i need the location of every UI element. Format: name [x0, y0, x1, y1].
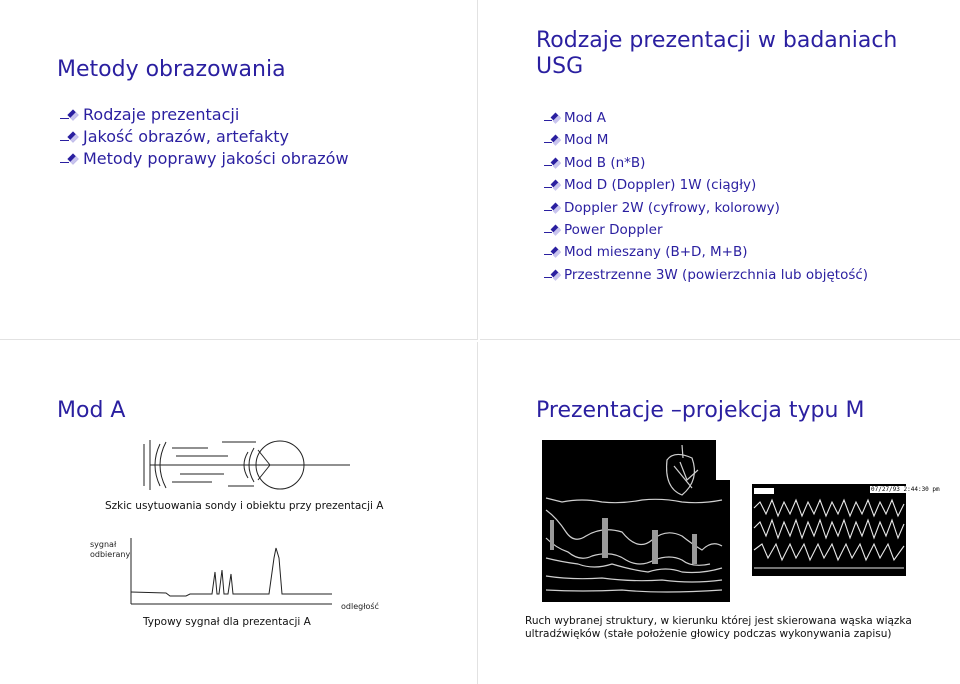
m-mode-caption: Ruch wybranej struktury, w kierunku której jest skierowana wąska wiązka ultradźwięków (stałe położenie głowicy podczas wykonywania zapisu) — [525, 615, 912, 640]
list-item: Jakość obrazów, artefakty — [57, 126, 349, 148]
bullet-icon — [67, 131, 78, 142]
list-item: Doppler 2W (cyfrowy, kolorowy) — [544, 197, 868, 219]
list-item: Przestrzenne 3W (powierzchnia lub objętość) — [544, 264, 868, 286]
list-item: Mod D (Doppler) 1W (ciągły) — [544, 174, 868, 196]
x-axis-label: odległość — [341, 602, 379, 611]
bullet-icon — [67, 153, 78, 164]
slide-title: Rodzaje prezentacji w badaniach USG — [536, 28, 898, 79]
bullet-icon — [60, 140, 69, 141]
slide-metody-obrazowania — [0, 0, 478, 340]
bullet-icon — [551, 247, 561, 257]
bullet-icon — [551, 113, 561, 123]
bullet-icon — [67, 109, 78, 120]
monitor-readout: 07/27/93 2:44:30 pm — [871, 486, 940, 493]
slide-mod-a — [0, 342, 478, 684]
list-item: Rodzaje prezentacji — [57, 104, 349, 126]
slide-projekcja-m — [480, 342, 960, 684]
slide-title: Metody obrazowania — [57, 57, 286, 82]
list-item: Mod mieszany (B+D, M+B) — [544, 241, 868, 263]
list-item: Metody poprawy jakości obrazów — [57, 148, 349, 170]
list-item: Mod A — [544, 107, 868, 129]
bullet-icon — [551, 180, 561, 190]
sketch-caption: Szkic usytuowania sondy i obiektu przy prezentacji A — [105, 500, 384, 512]
signal-caption: Typowy sygnał dla prezentacji A — [143, 616, 311, 628]
list-item: Mod B (n*B) — [544, 152, 868, 174]
y-axis-label: sygnał odbierany — [90, 540, 131, 559]
probe-object-sketch — [136, 434, 354, 496]
m-mode-monitor-image — [752, 484, 906, 576]
bullet-icon — [551, 269, 561, 279]
bullet-icon — [60, 162, 69, 163]
bullet-icon — [551, 225, 561, 235]
bullet-icon — [551, 135, 561, 145]
bullet-icon — [551, 157, 561, 167]
slide-title: Mod A — [57, 398, 126, 423]
slide-title: Prezentacje –projekcja typu M — [536, 398, 865, 423]
a-mode-signal-plot — [126, 536, 336, 608]
bullet-list — [544, 107, 868, 286]
list-item: Power Doppler — [544, 219, 868, 241]
bullet-icon — [60, 118, 69, 119]
m-mode-echo-image — [542, 440, 730, 602]
bullet-icon — [551, 202, 561, 212]
bullet-list — [57, 104, 349, 170]
slide-rodzaje-prezentacji — [480, 0, 960, 340]
list-item: Mod M — [544, 129, 868, 151]
